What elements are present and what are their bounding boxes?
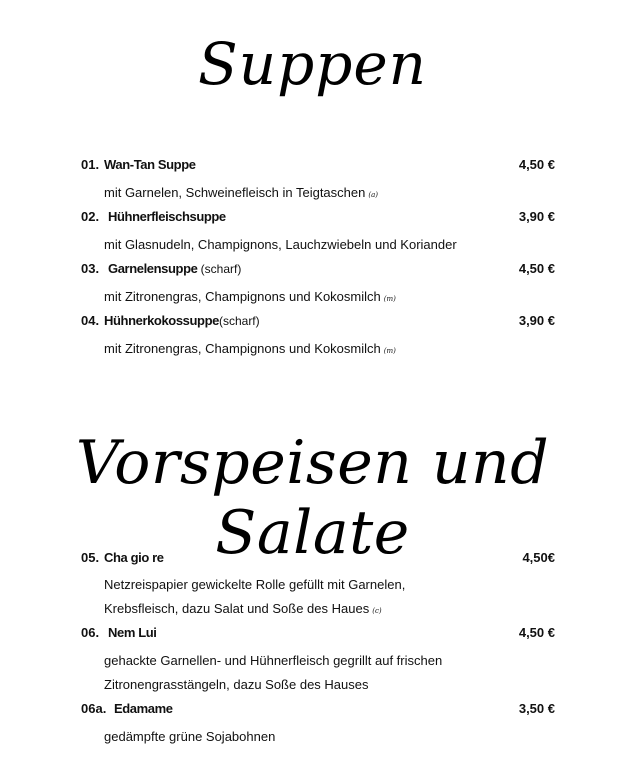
menu-item-02 <box>81 209 561 229</box>
item-name: Cha gio re <box>104 550 164 565</box>
description-line: mit Zitronengras, Champignons und Kokosmilch <box>104 289 381 304</box>
description-line: mit Zitronengras, Champignons und Kokosmilch <box>104 341 381 356</box>
item-number: 02. <box>81 209 100 224</box>
description-line: gehackte Garnellen- und Hühnerfleisch gegrillt auf frischen <box>104 653 443 668</box>
description-line: Krebsfleisch, dazu Salat und Soße des Haues <box>104 601 370 616</box>
menu-item-05 <box>81 550 561 570</box>
item-number: 06a. <box>81 701 107 716</box>
item-price: 4,50 € <box>518 625 555 640</box>
menu-item-04 <box>81 313 561 333</box>
description-line: gedämpfte grüne Sojabohnen <box>104 729 276 744</box>
item-price: 3,50 € <box>518 701 555 716</box>
item-price: 4,50 € <box>518 261 555 276</box>
item-number: 04. <box>81 313 100 328</box>
item-name: Hühnerfleischsuppe <box>108 209 226 224</box>
item-price: 3,90 € <box>518 313 555 328</box>
item-price: 4,50€ <box>522 550 555 565</box>
item-name: Wan-Tan Suppe <box>104 157 196 172</box>
menu-item-01 <box>81 157 561 177</box>
item-description <box>104 341 396 356</box>
description-line: mit Garnelen, Schweinefleisch in Teigtaschen <box>104 185 366 200</box>
description-line: Netzreispapier gewickelte Rolle gefüllt mit Garnelen, <box>104 577 406 592</box>
description-line: Zitronengrasstängeln, dazu Soße des Hauses <box>104 677 369 692</box>
item-name: Nem Lui <box>108 625 157 640</box>
item-description <box>104 577 405 592</box>
item-note: (scharf) <box>200 262 242 276</box>
item-name: Hühnerkokossuppe <box>104 313 219 328</box>
item-name: Garnelensuppe <box>108 261 198 276</box>
item-note: (scharf) <box>218 314 260 328</box>
item-name: Edamame <box>114 701 173 716</box>
item-number: 03. <box>81 261 100 276</box>
item-description <box>104 601 382 616</box>
item-number: 01. <box>81 157 100 172</box>
item-description <box>104 289 396 304</box>
item-number: 05. <box>81 550 100 565</box>
item-number: 06. <box>81 625 100 640</box>
allergen-code: (m) <box>383 295 396 303</box>
menu-item-06a <box>81 701 561 721</box>
item-description <box>104 237 457 252</box>
item-description <box>104 729 275 744</box>
item-price: 4,50 € <box>518 157 555 172</box>
description-line: mit Glasnudeln, Champignons, Lauchzwiebeln und Koriander <box>104 237 457 252</box>
item-description <box>104 677 369 692</box>
allergen-code: (m) <box>383 347 396 355</box>
item-price: 3,90 € <box>518 209 555 224</box>
allergen-code: (c) <box>372 607 382 615</box>
item-description <box>104 185 378 200</box>
item-description <box>104 653 442 668</box>
section-title-suppen: Suppen <box>197 30 428 98</box>
menu-item-03 <box>81 261 561 281</box>
allergen-code: (a) <box>368 191 378 199</box>
section-title-vorspeisen: Vorspeisen und Salate <box>75 428 550 568</box>
menu-item-06 <box>81 625 561 645</box>
